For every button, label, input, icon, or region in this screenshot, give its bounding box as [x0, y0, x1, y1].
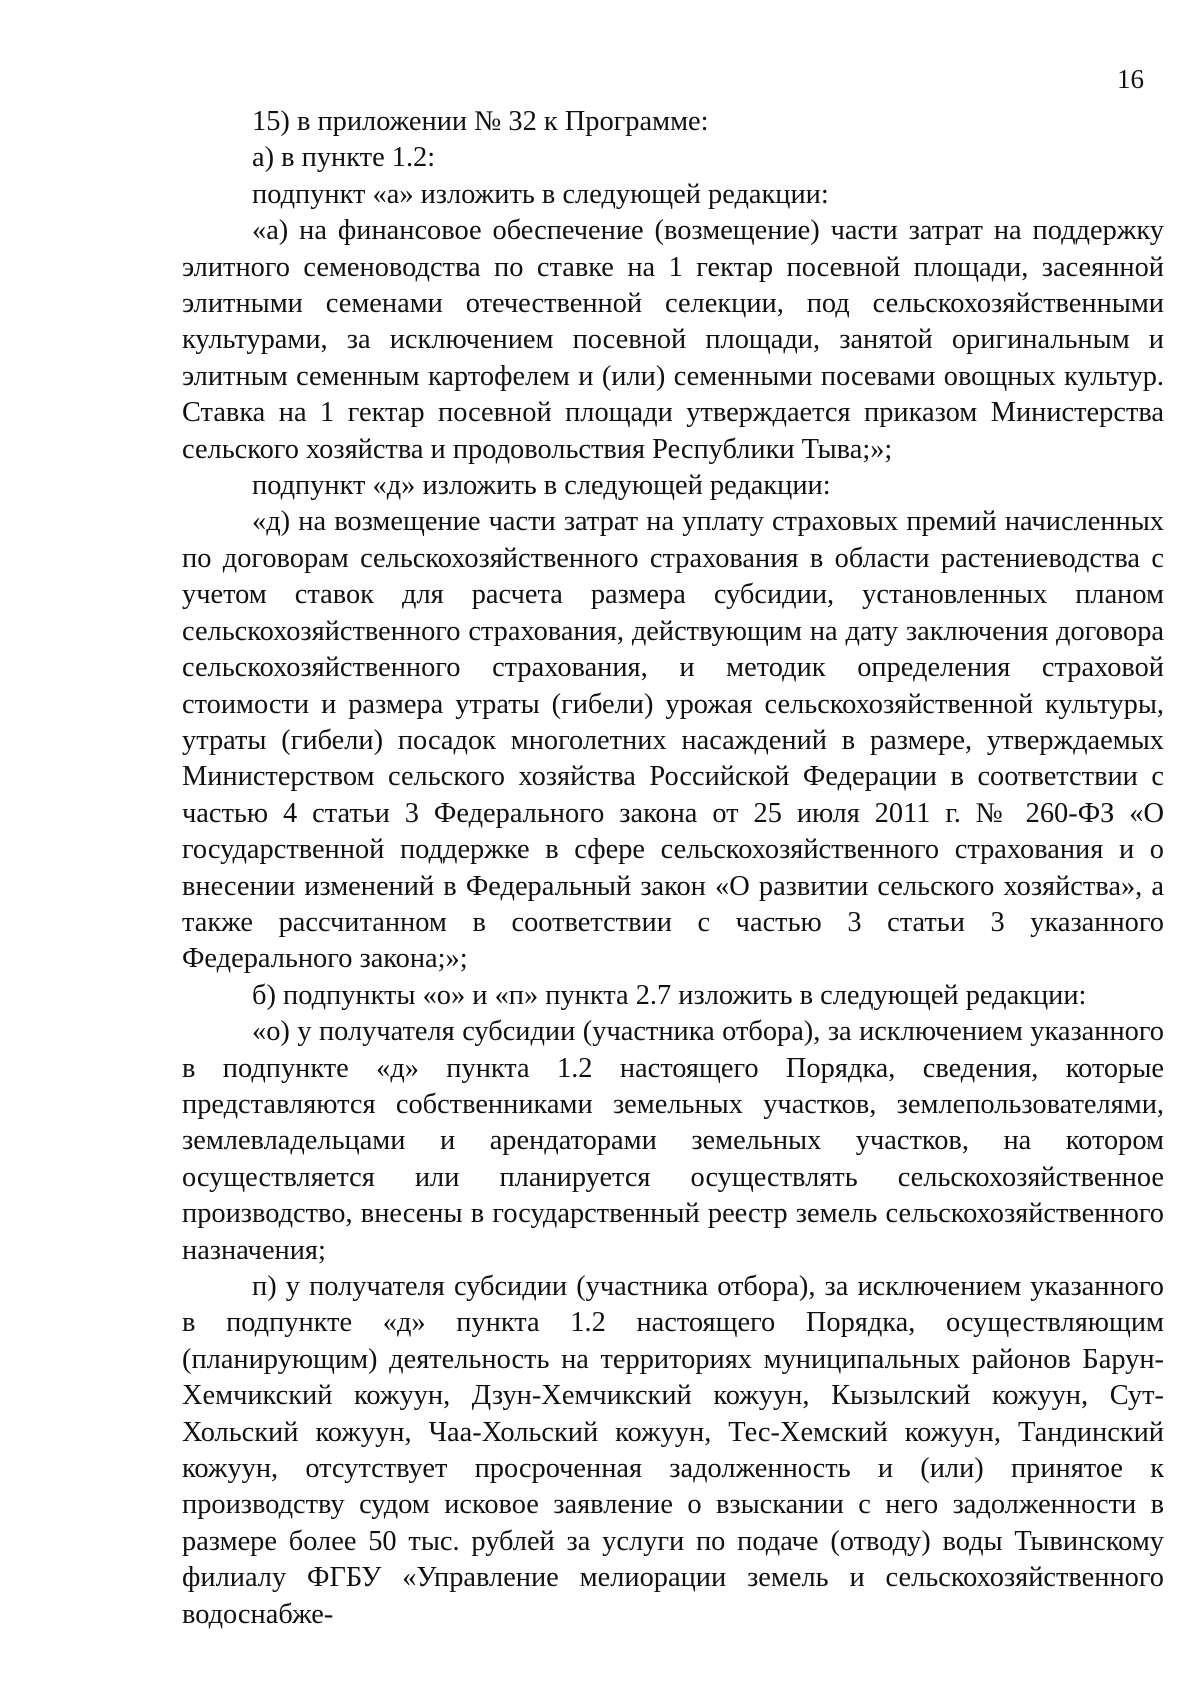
- paragraph-subpoint-o-text: «о) у получателя субсидии (участника отбора), за исключением указанного в подпункте «д» пункта 1.2 настоящего Порядка, сведения, которые представляются собственниками земельных участков, землепользователями, землевладельцами и арендаторами земельных участков, на котором осуществляется или планируется осуществлять сельскохозяйственное производство, внесены в государственный реестр земель сельскохозяйственного назначения;: [182, 1016, 1164, 1266]
- page-number: 16: [1117, 64, 1144, 94]
- paragraph-subpoint-d-intro: подпункт «д» изложить в следующей редакции:: [252, 470, 831, 502]
- paragraph-subpoint-a-text: «а) на финансовое обеспечение (возмещение) части затрат на поддержку элитного семеноводства по ставке на 1 гектар посевной площади, засеянной элитными семенами отечественной селекции, под сельскохозяйственными культурами, за исключением посевной площади, занятой оригинальным и элитным семенным картофелем и (или) семенными посевами овощных культур. Ставка на 1 гектар посевной площади утверждается приказом Министерства сельского хозяйства и продовольствия Республики Тыва;»;: [182, 215, 1164, 465]
- paragraph-subitem-b: б) подпункты «о» и «п» пункта 2.7 изложить в следующей редакции:: [252, 979, 1087, 1011]
- paragraph-subitem-a: а) в пункте 1.2:: [252, 142, 436, 174]
- paragraph-subpoint-d-text: «д) на возмещение части затрат на уплату страховых премий начисленных по договорам сельскохозяйственного страхования в области растениеводства с учетом ставок для расчета размера субсидии, установленных планом сельскохозяйственного страхования, действующим на дату заключения договора сельскохозяйственного страхования, и методик определения страховой стоимости и размера утраты (гибели) урожая сельскохозяйственной культуры, утраты (гибели) посадок многолетних насаждений в размере, утверждаемых Министерством сельского хозяйства Российской Федерации в соответствии с частью 4 статьи 3 Федерального закона от 25 июля 2011 г. № 260-ФЗ «О государственной поддержке в сфере сельскохозяйственного страхования и о внесении изменений в Федеральный закон «О развитии сельского хозяйства», а также рассчитанном в соответствии с частью 3 статьи 3 указанного Федерального закона;»;: [182, 506, 1164, 975]
- paragraph-item-15: 15) в приложении № 32 к Программе:: [252, 106, 709, 137]
- paragraph-subpoint-a-intro: подпункт «а» изложить в следующей редакции:: [252, 178, 829, 210]
- document-body: [182, 104, 1164, 1633]
- paragraph-subpoint-p-text: п) у получателя субсидии (участника отбора), за исключением указанного в подпункте «д» пункта 1.2 настоящего Порядка, осуществляющим (планирующим) деятельность на территориях муниципальных районов Барун-Хемчикский кожуун, Дзун-Хемчикский кожуун, Кызылский кожуун, Сут-Хольский кожуун, Чаа-Хольский кожуун, Тес-Хемский кожуун, Тандинский кожуун, отсутствует просроченная задолженность и (или) принятое к производству судом исковое заявление о взыскании с него задолженности в размере более 50 тыс. рублей за услуги по подаче (отводу) воды Тывинскому филиалу ФГБУ «Управление мелиорации земель и сельскохозяйственного водоснабже-: [182, 1271, 1164, 1630]
